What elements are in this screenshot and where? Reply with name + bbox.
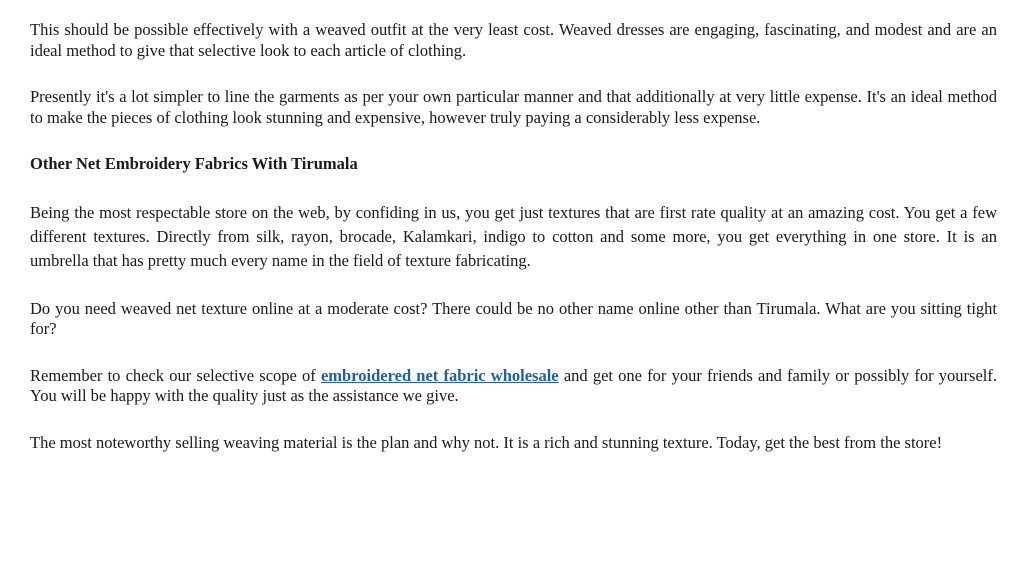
paragraph-intro: This should be possible effectively with a weaved outfit at the very least cost. Weaved dresses are engaging, fascinating, and modest and are an ideal method to give that selective look to each article of clothing. [30, 20, 997, 60]
paragraph-store: Being the most respectable store on the web, by confiding in us, you get just textures that are first rate quality at an amazing cost. You get a few different textures. Directly from silk, rayon, brocade, Kalamkari, indigo to cotton and some more, you get everything in one store. It is an umbrella that has pretty much every name in the field of texture fabricating. [30, 202, 997, 270]
document-body [30, 20, 997, 479]
paragraph-simpler: Presently it's a lot simpler to line the garments as per your own particular manner and that additionally at very little expense. It's an ideal method to make the pieces of clothing look stunning and expensive, however truly paying a considerably less expense. [30, 87, 997, 127]
paragraph-remember-start: Remember to check our selective scope of [30, 365, 321, 385]
paragraph-remember [30, 366, 997, 407]
paragraph-question: Do you need weaved net texture online at a moderate cost? There could be no other name online other than Tirumala. What are you sitting tight for? [30, 298, 997, 338]
section-heading: Other Net Embroidery Fabrics With Tirumala [30, 154, 358, 173]
paragraph-remember-end: and get one for your friends and family or possibly for yourself. You will be happy with the quality just as the assistance we give. [30, 365, 997, 405]
embroidered-net-fabric-link[interactable]: embroidered net fabric wholesale [320, 365, 559, 385]
paragraph-closing: The most noteworthy selling weaving material is the plan and why not. It is a rich and stunning texture. Today, get the best from the store! [30, 432, 943, 452]
